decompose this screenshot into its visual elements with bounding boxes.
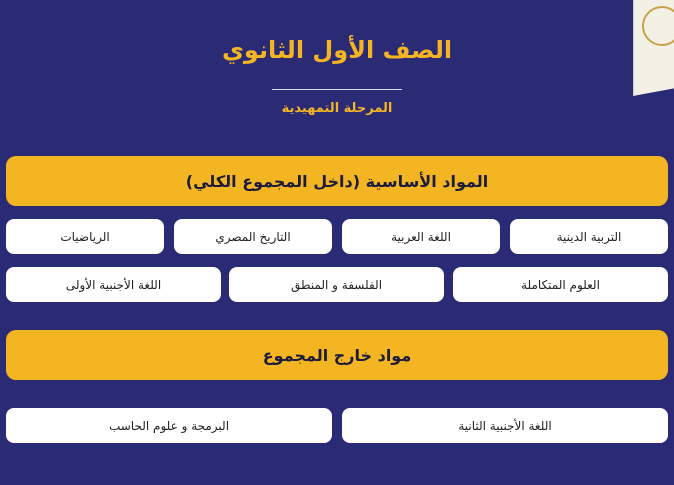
page-subtitle: المرحلة التمهيدية: [281, 101, 393, 116]
subject-second-foreign-language: اللغة الأجنبية الثانية: [342, 408, 668, 443]
subject-philosophy-logic: الفلسفة و المنطق: [229, 267, 444, 302]
subject-mathematics: الرياضيات: [6, 219, 164, 254]
subject-integrated-science: العلوم المتكاملة: [453, 267, 668, 302]
subject-religion: التربية الدينية: [510, 219, 668, 254]
core-subjects-banner: المواد الأساسية (داخل المجموع الكلي): [6, 156, 668, 206]
subject-arabic: اللغة العربية: [342, 219, 500, 254]
page-title: الصف الأول الثانوي: [221, 36, 453, 64]
extra-subjects-banner: مواد خارج المجموع: [6, 330, 668, 380]
title-divider: [272, 89, 402, 90]
subject-programming-computer-science: البرمجة و علوم الحاسب: [6, 408, 332, 443]
subject-egyptian-history: التاريخ المصري: [174, 219, 332, 254]
subject-first-foreign-language: اللغة الأجنبية الأولى: [6, 267, 221, 302]
